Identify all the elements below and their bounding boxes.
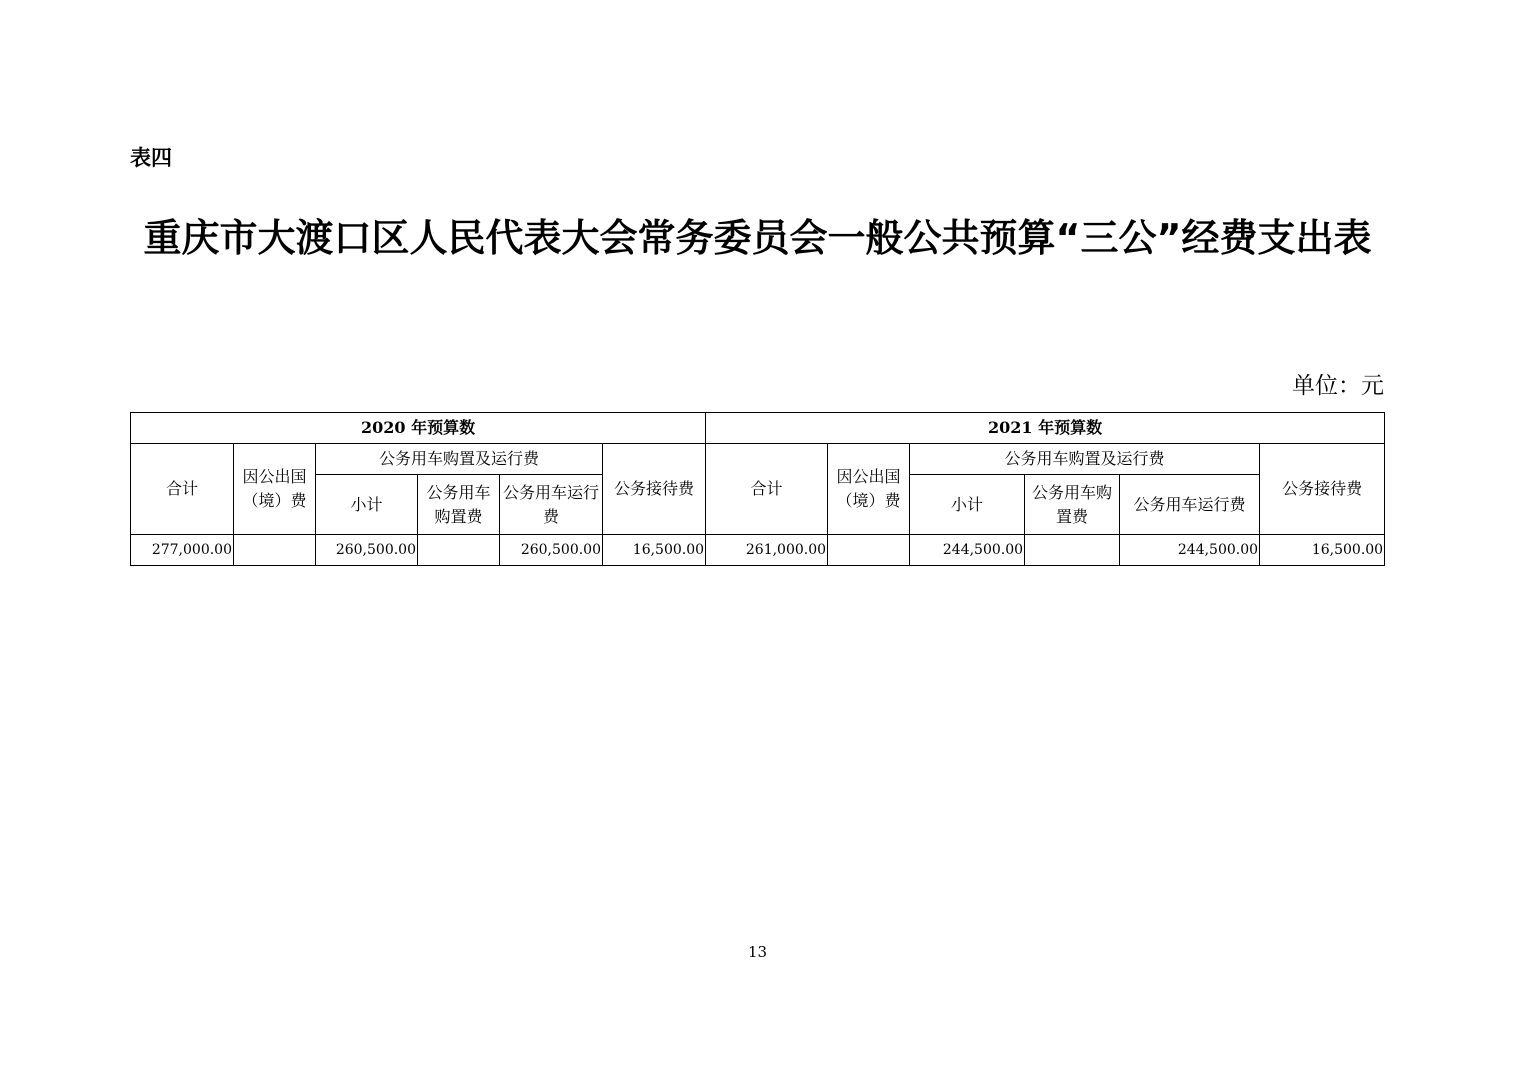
header-reception-2020: 公务接待费: [603, 444, 706, 535]
value-reception-2021: 16,500.00: [1260, 535, 1385, 566]
header-overseas-2021: 因公出国（境）费: [828, 444, 910, 535]
value-total-2020: 277,000.00: [131, 535, 234, 566]
header-vehicle-purchase-2021: 公务用车购置费: [1025, 475, 1120, 535]
unit-label: 单位：元: [1292, 373, 1384, 399]
value-overseas-2021: [828, 535, 910, 566]
year-header-row: [131, 413, 1385, 444]
value-vehicle-purchase-2021: [1025, 535, 1120, 566]
document-title: 重庆市大渡口区人民代表大会常务委员会一般公共预算“三公”经费支出表: [143, 216, 1372, 260]
value-reception-2020: 16,500.00: [603, 535, 706, 566]
header-reception-2021: 公务接待费: [1260, 444, 1385, 535]
header-vehicle-operation-2020: 公务用车运行费: [500, 475, 603, 535]
header-vehicle-purchase-2020: 公务用车购置费: [418, 475, 500, 535]
header-overseas-2020: 因公出国（境）费: [234, 444, 316, 535]
value-subtotal-2021: 244,500.00: [910, 535, 1025, 566]
value-vehicle-operation-2021: 244,500.00: [1120, 535, 1260, 566]
table-row: [131, 535, 1385, 566]
value-overseas-2020: [234, 535, 316, 566]
value-subtotal-2020: 260,500.00: [316, 535, 418, 566]
header-total-2021: 合计: [706, 444, 828, 535]
budget-table: [130, 412, 1385, 566]
year-header-2021: 2021 年预算数: [706, 413, 1385, 444]
value-vehicle-purchase-2020: [418, 535, 500, 566]
header-subtotal-2021: 小计: [910, 475, 1025, 535]
header-vehicle-group-2020: 公务用车购置及运行费: [316, 444, 603, 475]
value-total-2021: 261,000.00: [706, 535, 828, 566]
table-label: 表四: [130, 146, 172, 170]
header-subtotal-2020: 小计: [316, 475, 418, 535]
header-vehicle-operation-2021: 公务用车运行费: [1120, 475, 1260, 535]
page-number: 13: [747, 943, 768, 961]
header-total-2020: 合计: [131, 444, 234, 535]
column-header-row: [131, 444, 1385, 475]
header-vehicle-group-2021: 公务用车购置及运行费: [910, 444, 1260, 475]
year-header-2020: 2020 年预算数: [131, 413, 706, 444]
value-vehicle-operation-2020: 260,500.00: [500, 535, 603, 566]
